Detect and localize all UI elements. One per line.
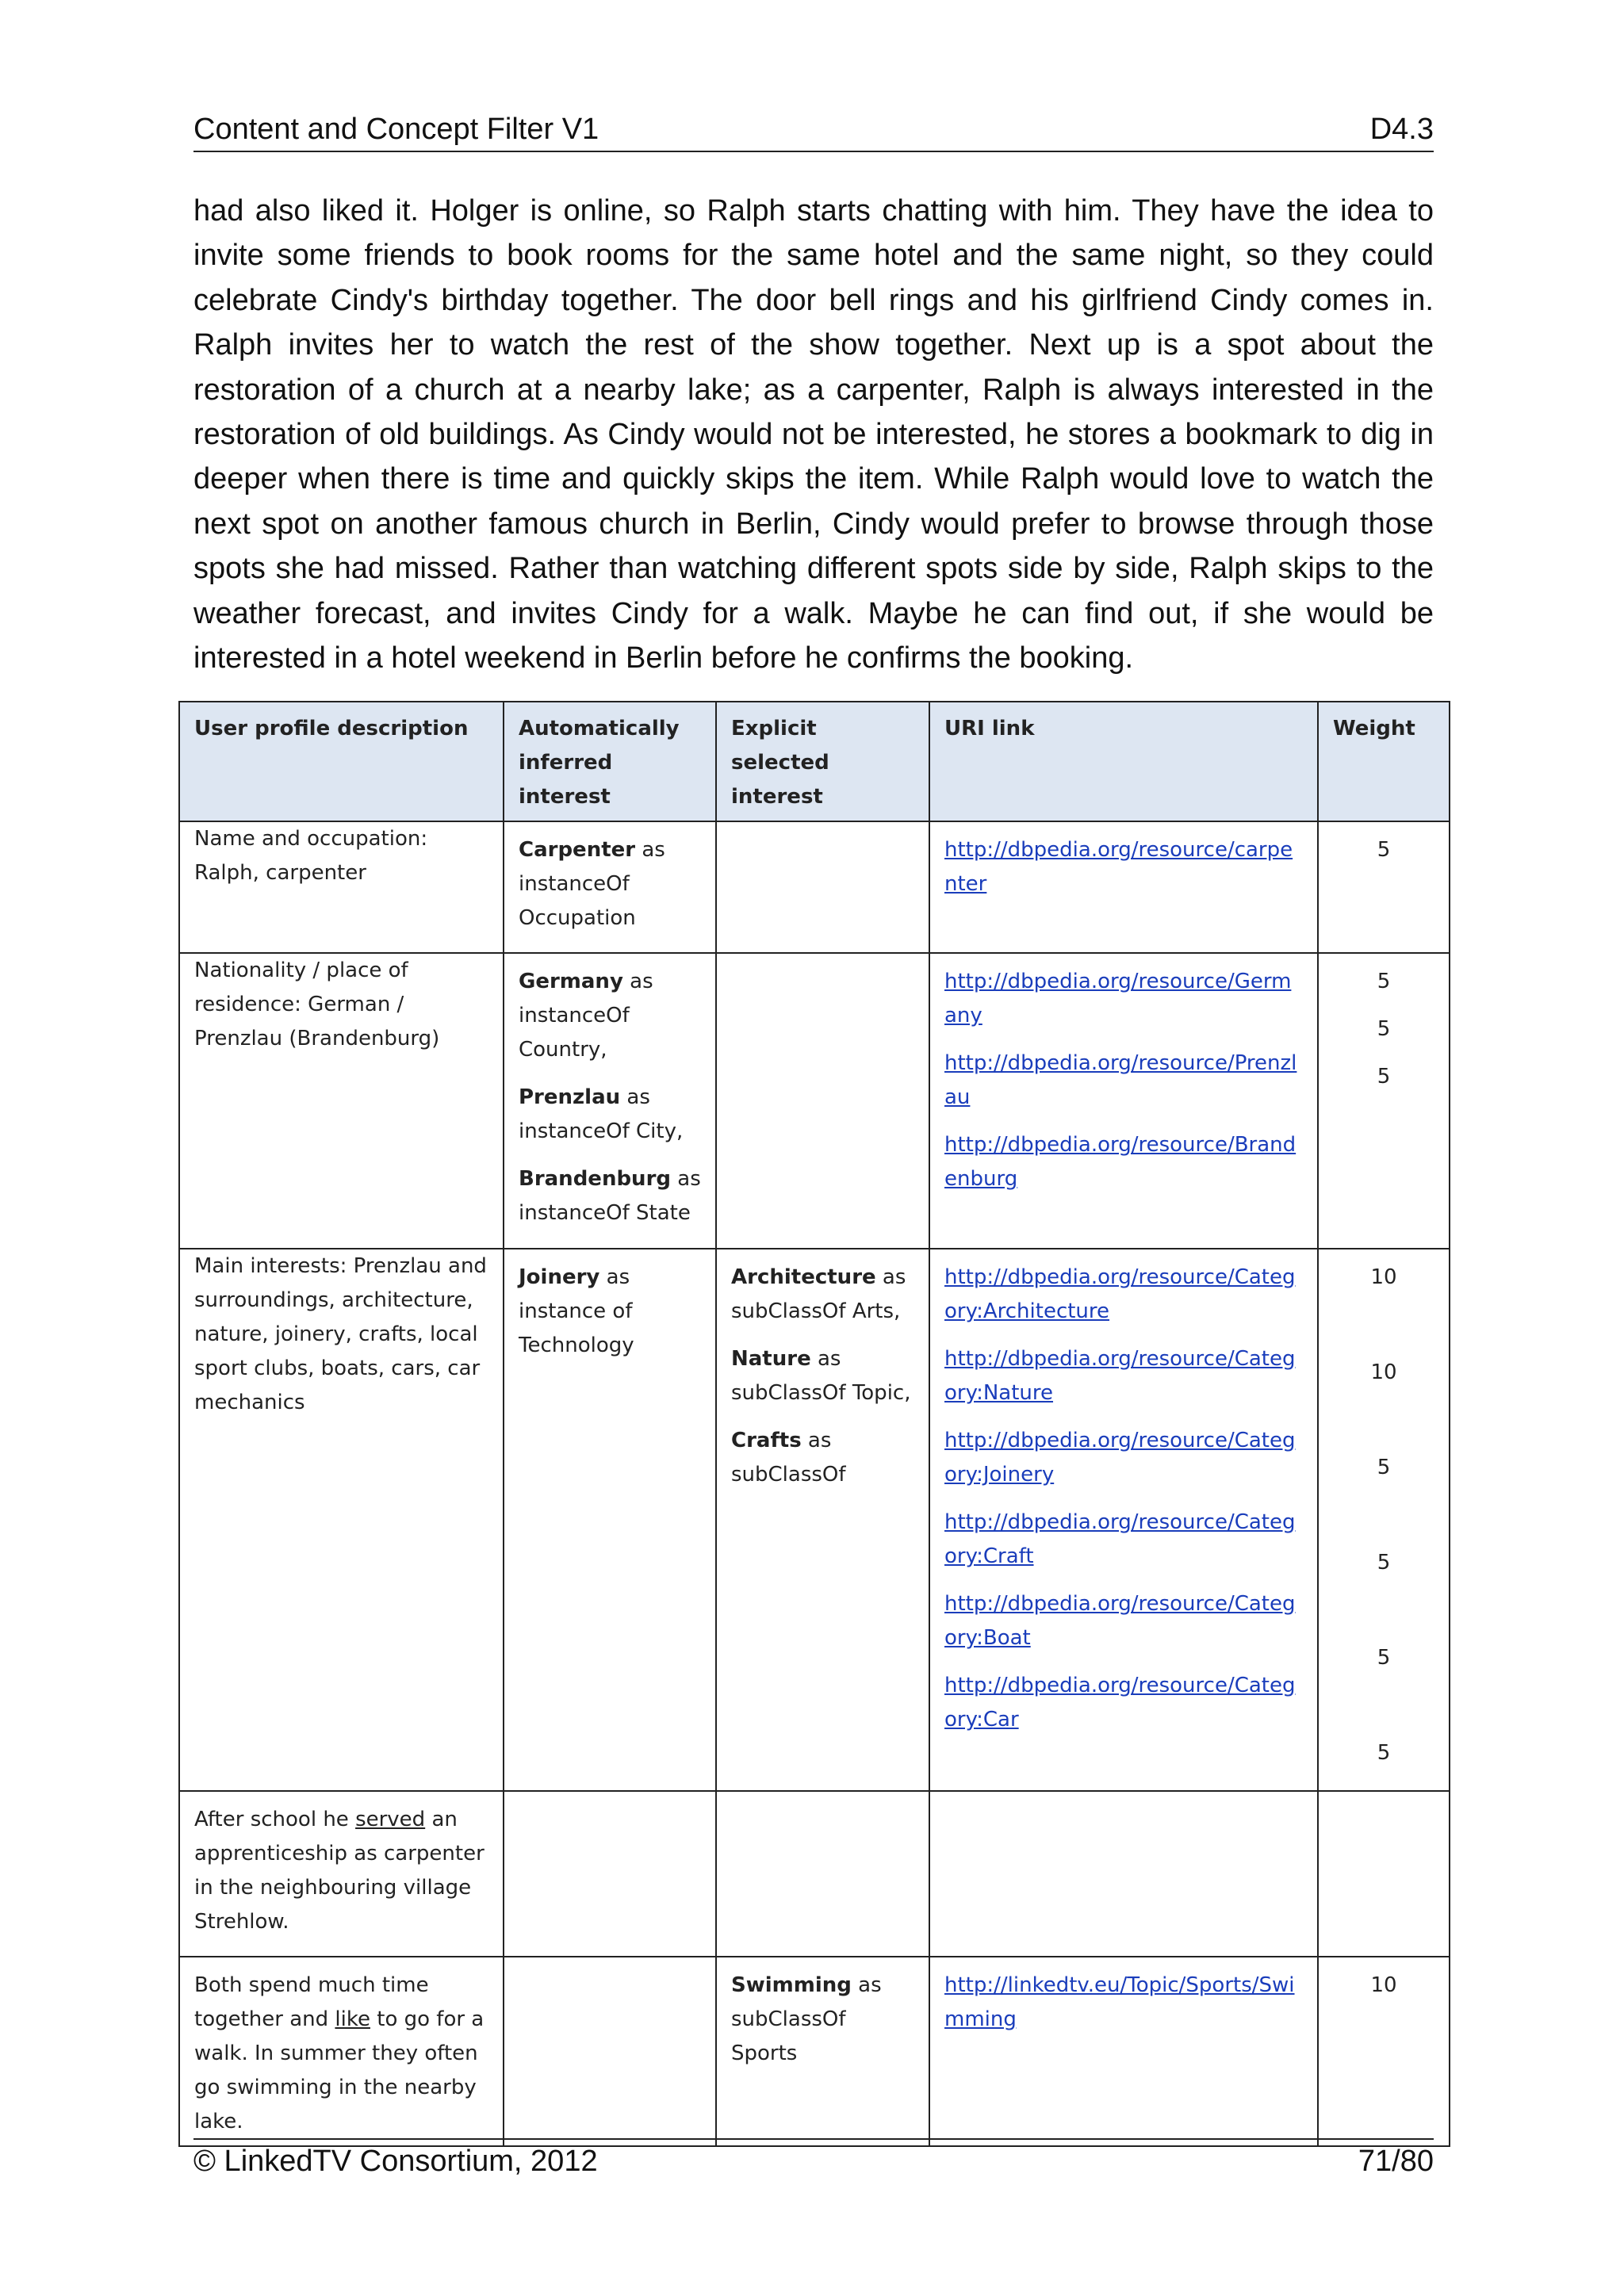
uri-entry bbox=[944, 965, 1303, 1033]
weight-value: 5 bbox=[1377, 1646, 1391, 1670]
interest-entry bbox=[731, 1261, 914, 1329]
col-header-explicit-interest: Explicit selected interest bbox=[716, 702, 929, 821]
table-row bbox=[179, 953, 1450, 1249]
interest-entry bbox=[731, 1969, 914, 2071]
uri-link[interactable]: http://dbpedia.org/resource/Brandenburg bbox=[944, 1133, 1297, 1191]
page-footer bbox=[193, 2138, 1434, 2178]
uri-entry bbox=[944, 1342, 1303, 1410]
explicit-interest-cell bbox=[716, 953, 929, 1249]
uri-link[interactable]: http://dbpedia.org/resource/Category:Nature bbox=[944, 1347, 1296, 1405]
weight-value: 5 bbox=[1377, 970, 1391, 993]
uri-link[interactable]: http://linkedtv.eu/Topic/Sports/Swimming bbox=[944, 1973, 1295, 2031]
interest-relation: as instance of Technology bbox=[519, 1265, 634, 1357]
interest-term: Prenzlau bbox=[519, 1085, 621, 1109]
uri-link[interactable]: http://dbpedia.org/resource/Prenzlau bbox=[944, 1051, 1297, 1109]
description-text: to go for a walk. In summer they often go swimming in the nearby lake. bbox=[194, 2007, 485, 2133]
auto-interest-cell bbox=[504, 1249, 716, 1791]
interest-entry bbox=[519, 1162, 701, 1230]
col-header-weight: Weight bbox=[1318, 702, 1450, 821]
profile-description: Nationality / place of residence: German / Prenzlau (Brandenburg) bbox=[179, 953, 504, 1249]
explicit-interest-cell bbox=[716, 821, 929, 953]
weight-value: 5 bbox=[1377, 1551, 1391, 1575]
weight-value: 5 bbox=[1377, 1017, 1391, 1041]
auto-interest-cell bbox=[504, 1957, 716, 2146]
interest-term: Crafts bbox=[731, 1429, 802, 1452]
interest-entry bbox=[731, 1342, 914, 1410]
profile-description: Main interests: Prenzlau and surroundings, architecture, nature, joinery, crafts, local sport clubs, boats, cars, car mechanics bbox=[179, 1249, 504, 1791]
uri-entry bbox=[944, 1128, 1303, 1196]
col-header-description: User profile description bbox=[179, 702, 504, 821]
page-header bbox=[193, 109, 1434, 152]
uri-entry bbox=[944, 1047, 1303, 1115]
auto-interest-cell bbox=[504, 821, 716, 953]
document-title: Content and Concept Filter V1 bbox=[193, 113, 599, 146]
weight-value: 10 bbox=[1370, 1360, 1397, 1384]
uri-cell bbox=[929, 1957, 1318, 2146]
profile-description bbox=[179, 1957, 504, 2146]
description-text: an apprenticeship as carpenter in the neighbouring village Strehlow. bbox=[194, 1808, 485, 1934]
col-header-auto-interest: Automatically inferred interest bbox=[504, 702, 716, 821]
interest-relation: as instanceOf Country, bbox=[519, 970, 653, 1062]
weight-cell bbox=[1318, 1957, 1450, 2146]
page-number: 71/80 bbox=[1358, 2145, 1434, 2178]
auto-interest-cell bbox=[504, 953, 716, 1249]
uri-link[interactable]: http://dbpedia.org/resource/Category:Craft bbox=[944, 1510, 1296, 1568]
description-text: Both spend much time together and bbox=[194, 1973, 429, 2031]
explicit-interest-cell bbox=[716, 1791, 929, 1957]
explicit-interest-cell bbox=[716, 1957, 929, 2146]
interest-term: Swimming bbox=[731, 1973, 852, 1997]
interest-term: Germany bbox=[519, 970, 623, 993]
user-profile-table bbox=[178, 701, 1450, 2147]
interest-relation: as instanceOf State bbox=[519, 1167, 701, 1225]
interest-entry bbox=[519, 833, 701, 936]
interest-entry bbox=[519, 965, 701, 1067]
interest-entry bbox=[519, 1081, 701, 1149]
weight-value: 5 bbox=[1377, 1741, 1391, 1765]
uri-cell bbox=[929, 953, 1318, 1249]
interest-relation: as subClassOf Sports bbox=[731, 1973, 882, 2065]
uri-link[interactable]: http://dbpedia.org/resource/Category:Boat bbox=[944, 1592, 1296, 1650]
copyright: © LinkedTV Consortium, 2012 bbox=[193, 2145, 598, 2178]
description-text: After school he bbox=[194, 1808, 356, 1831]
uri-link[interactable]: http://dbpedia.org/resource/Germany bbox=[944, 970, 1292, 1027]
profile-description bbox=[179, 1791, 504, 1957]
interest-relation: as subClassOf Topic, bbox=[731, 1347, 911, 1405]
uri-entry bbox=[944, 1969, 1303, 2037]
uri-link[interactable]: http://dbpedia.org/resource/carpenter bbox=[944, 838, 1293, 896]
uri-entry bbox=[944, 1587, 1303, 1655]
interest-term: Brandenburg bbox=[519, 1167, 672, 1191]
table-header-row bbox=[179, 702, 1450, 821]
explicit-interest-cell bbox=[716, 1249, 929, 1791]
interest-term: Architecture bbox=[731, 1265, 876, 1289]
weight-value: 5 bbox=[1377, 1065, 1391, 1089]
weight-cell bbox=[1318, 1791, 1450, 1957]
table-row bbox=[179, 1957, 1450, 2146]
interest-relation: as instanceOf City, bbox=[519, 1085, 684, 1143]
profile-description: Name and occupation: Ralph, carpenter bbox=[179, 821, 504, 953]
interest-term: Joinery bbox=[519, 1265, 600, 1289]
interest-term: Carpenter bbox=[519, 838, 636, 862]
interest-relation: as subClassOf Arts, bbox=[731, 1265, 906, 1323]
interest-entry bbox=[519, 1261, 701, 1363]
uri-cell bbox=[929, 1249, 1318, 1791]
weight-value: 5 bbox=[1377, 838, 1391, 862]
weight-value: 5 bbox=[1377, 1456, 1391, 1479]
interest-entry bbox=[731, 1424, 914, 1492]
underlined-word: served bbox=[355, 1808, 426, 1831]
table-row bbox=[179, 1249, 1450, 1791]
uri-link[interactable]: http://dbpedia.org/resource/Category:Car bbox=[944, 1674, 1296, 1732]
auto-interest-cell bbox=[504, 1791, 716, 1957]
uri-link[interactable]: http://dbpedia.org/resource/Category:Architecture bbox=[944, 1265, 1296, 1323]
uri-entry bbox=[944, 1424, 1303, 1492]
document-id: D4.3 bbox=[1369, 113, 1434, 146]
col-header-uri: URI link bbox=[929, 702, 1318, 821]
table-row bbox=[179, 821, 1450, 953]
weight-cell bbox=[1318, 1249, 1450, 1791]
underlined-word: like bbox=[335, 2007, 370, 2031]
weight-cell bbox=[1318, 821, 1450, 953]
uri-cell bbox=[929, 821, 1318, 953]
uri-entry bbox=[944, 1506, 1303, 1574]
uri-cell bbox=[929, 1791, 1318, 1957]
table-row bbox=[179, 1791, 1450, 1957]
uri-entry bbox=[944, 833, 1303, 901]
interest-term: Nature bbox=[731, 1347, 811, 1371]
weight-cell bbox=[1318, 953, 1450, 1249]
body-paragraph: had also liked it. Holger is online, so Ralph starts chatting with him. They have the idea to invite some friends to book rooms for the same hotel and the same night, so they could celebrate Cindy's birthday together. The door bell rings and his girlfriend Cindy comes in. Ralph invites her to watch the rest of the show together. Next up is a spot about the restoration of a church at a nearby lake; as a carpenter, Ralph is always interested in the restoration of old buildings. As Cindy would not be interested, he stores a bookmark to dig in deeper when there is time and quickly skips the item. While Ralph would love to watch the next spot on another famous church in Berlin, Cindy would prefer to browse through those spots she had missed. Rather than watching different spots side by side, Ralph skips to the weather forecast, and invites Cindy for a walk. Maybe he can find out, if she would be interested in a hotel weekend in Berlin before he confirms the booking. bbox=[193, 194, 1434, 675]
weight-value: 10 bbox=[1370, 1265, 1397, 1289]
weight-value: 10 bbox=[1370, 1973, 1397, 1997]
interest-relation: as subClassOf bbox=[731, 1429, 846, 1487]
uri-entry bbox=[944, 1669, 1303, 1737]
uri-entry bbox=[944, 1261, 1303, 1329]
uri-link[interactable]: http://dbpedia.org/resource/Category:Joinery bbox=[944, 1429, 1296, 1487]
interest-relation: as instanceOf Occupation bbox=[519, 838, 665, 930]
